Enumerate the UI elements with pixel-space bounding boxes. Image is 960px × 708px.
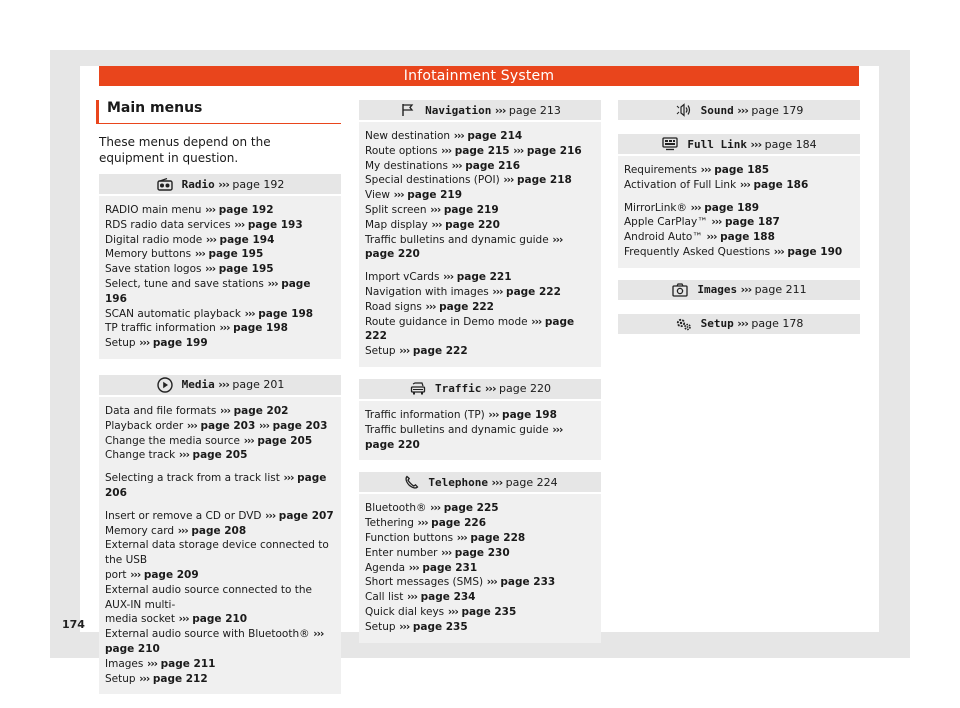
page-link[interactable]: ››› page 196 — [105, 277, 311, 305]
menu-item: View ››› page 219 — [365, 189, 463, 202]
page-reference[interactable]: ››› page 201 — [218, 378, 285, 392]
menu-item: Insert or remove a CD or DVD ››› page 207 — [105, 509, 334, 522]
menu-item: Map display ››› page 220 — [365, 218, 500, 231]
menu-item: Frequently Asked Questions ››› page 190 — [624, 245, 843, 258]
page-link[interactable]: ››› page 233 — [486, 576, 556, 589]
menu-item-list — [99, 196, 341, 359]
page-link[interactable]: ››› page 220 — [365, 423, 563, 451]
page-link[interactable]: ››› page 212 — [139, 672, 208, 685]
page-link[interactable]: ››› page 219 — [393, 189, 463, 202]
menu-item: SCAN automatic playback ››› page 198 — [105, 307, 314, 320]
menu-item-list — [99, 397, 341, 694]
menu-name: Traffic ››› page 220 — [435, 382, 551, 396]
page-reference[interactable]: ››› page 211 — [740, 283, 807, 297]
menu-item: RDS radio data services ››› page 193 — [105, 218, 303, 231]
page-link[interactable]: ››› page 235 — [447, 605, 517, 618]
page-link[interactable]: ››› page 211 — [147, 657, 216, 670]
menu-item: Road signs ››› page 222 — [365, 300, 494, 313]
menu-item: Apple CarPlay™ ››› page 187 — [624, 216, 780, 229]
page-link[interactable]: ››› page 215 — [441, 144, 510, 157]
menu-item: Call list ››› page 234 — [365, 591, 476, 604]
page-link[interactable]: ››› page 192 — [205, 204, 274, 216]
page-link[interactable]: ››› page 189 — [690, 201, 760, 214]
menu-item: Memory card ››› page 208 — [105, 524, 247, 537]
menu-item: My destinations ››› page 216 — [365, 159, 521, 172]
page-link[interactable]: ››› page 193 — [234, 218, 303, 231]
page-link[interactable]: ››› page 220 — [365, 233, 563, 261]
menu-item: port ››› page 209 — [105, 568, 199, 581]
menu-item: Requirements ››› page 185 — [624, 164, 770, 176]
page-link[interactable]: ››› page 230 — [441, 546, 510, 559]
menu-item: Navigation with images ››› page 222 — [365, 285, 561, 298]
menu-item: Bluetooth® ››› page 225 — [365, 502, 499, 515]
page-link[interactable]: ››› page 190 — [773, 245, 843, 258]
page-reference[interactable]: ››› page 213 — [494, 103, 561, 117]
menu-name: Telephone ››› page 224 — [428, 475, 558, 489]
page-link[interactable]: ››› page 216 — [513, 144, 582, 157]
page-reference[interactable]: ››› page 179 — [737, 103, 804, 117]
menu-item-list — [618, 156, 860, 268]
menu-item: Quick dial keys ››› page 235 — [365, 605, 517, 618]
page-link[interactable]: ››› page 187 — [711, 216, 780, 229]
column-3-boxes — [618, 100, 860, 336]
sound-icon — [675, 103, 693, 117]
gears-icon — [675, 317, 693, 331]
page-link[interactable]: ››› page 231 — [408, 561, 478, 574]
menu-item: External audio source connected to the AUX-IN multi- — [105, 583, 312, 611]
menu-item: Function buttons ››› page 228 — [365, 531, 526, 544]
menu-item: Images ››› page 211 — [105, 657, 216, 670]
menu-item: Route options ››› page 215 ››› page 216 — [365, 144, 582, 157]
page-link[interactable]: ››› page 207 — [265, 509, 334, 522]
menu-item: Android Auto™ ››› page 188 — [624, 231, 775, 244]
menu-name: Radio ››› page 192 — [181, 177, 285, 191]
menu-item: Import vCards ››› page 221 — [365, 271, 512, 284]
column-1-boxes — [99, 174, 341, 694]
menu-box-header — [618, 100, 860, 122]
page-link[interactable]: ››› page 208 — [177, 524, 247, 537]
page-link[interactable]: ››› page 222 — [425, 300, 494, 313]
menu-item: Enter number ››› page 230 — [365, 546, 510, 559]
spacer — [365, 262, 595, 270]
page-link[interactable]: ››› page 220 — [431, 218, 500, 231]
column-1 — [99, 100, 341, 694]
menu-name: Full Link ››› page 184 — [687, 137, 817, 151]
page-link[interactable]: ››› page 185 — [700, 164, 770, 176]
menu-name: Images ››› page 211 — [697, 283, 807, 297]
full-link-icon — [661, 137, 679, 151]
intro-text: These menus depend on the equipment in question. — [99, 135, 271, 165]
page-link[interactable]: ››› page 195 — [205, 263, 274, 276]
page-link[interactable]: ››› page 186 — [739, 178, 809, 191]
column-2 — [359, 100, 601, 643]
menu-item: Digital radio mode ››› page 194 — [105, 233, 275, 246]
camera-icon — [671, 283, 689, 297]
menu-box-traffic — [359, 379, 601, 460]
page-link[interactable]: ››› page 222 — [492, 285, 561, 298]
page-link[interactable]: ››› page 222 — [365, 315, 575, 343]
menu-item-list — [359, 494, 601, 642]
menu-item: External data storage device connected to the USB — [105, 539, 329, 567]
page-link[interactable]: ››› page 202 — [220, 404, 289, 417]
page-link[interactable]: ››› page 235 — [399, 620, 468, 633]
page-link[interactable]: ››› page 210 — [178, 613, 248, 626]
page-link[interactable]: ››› page 203 — [186, 419, 256, 432]
menu-box-setup — [618, 314, 860, 336]
menu-item-list — [359, 122, 601, 367]
menu-item: Data and file formats ››› page 202 — [105, 404, 289, 417]
menu-box-images — [618, 280, 860, 302]
menu-item: Selecting a track from a track list ››› page 206 — [105, 472, 327, 499]
page-link[interactable]: ››› page 225 — [430, 502, 499, 515]
page-link[interactable]: ››› page 206 — [105, 472, 327, 499]
menu-box-header — [618, 280, 860, 302]
menu-item: Route guidance in Demo mode ››› page 222 — [365, 315, 575, 343]
menu-box-telephone — [359, 472, 601, 642]
menu-item: Select, tune and save stations ››› page 196 — [105, 277, 311, 305]
menu-item-list — [359, 401, 601, 460]
menu-name: Media ››› page 201 — [181, 378, 285, 392]
menu-name: Navigation ››› page 213 — [425, 103, 561, 117]
page-link[interactable]: ››› page 218 — [503, 174, 572, 187]
page-reference[interactable]: ››› page 224 — [491, 475, 558, 489]
phone-icon — [402, 475, 420, 489]
menu-item: Change track ››› page 205 — [105, 449, 248, 462]
menu-item: Setup ››› page 222 — [365, 345, 468, 358]
page-link[interactable]: ››› page 222 — [399, 345, 468, 358]
page-reference[interactable]: ››› page 184 — [750, 137, 817, 151]
menu-box-media — [99, 375, 341, 694]
menu-item: Change the media source ››› page 205 — [105, 434, 313, 447]
chapter-banner: Infotainment System — [99, 66, 859, 86]
page-link[interactable]: ››› page 205 — [178, 449, 248, 462]
menu-name: Setup ››› page 178 — [700, 317, 804, 331]
page-link[interactable]: ››› page 234 — [407, 591, 476, 604]
menu-item: Traffic bulletins and dynamic guide ››› page 220 — [365, 233, 563, 261]
page-link[interactable]: ››› page 199 — [139, 337, 208, 350]
page-reference[interactable]: ››› page 192 — [218, 177, 285, 191]
menu-box-header — [618, 314, 860, 336]
column-2-boxes — [359, 100, 601, 643]
menu-item: Split screen ››› page 219 — [365, 203, 499, 216]
menu-item: Playback order ››› page 203 ››› page 203 — [105, 419, 328, 432]
menu-item: Special destinations (POI) ››› page 218 — [365, 174, 572, 187]
page-reference[interactable]: ››› page 178 — [737, 317, 804, 331]
menu-item: MirrorLink® ››› page 189 — [624, 201, 760, 214]
page-link[interactable]: ››› page 210 — [105, 628, 324, 655]
menu-item: Traffic bulletins and dynamic guide ››› page 220 — [365, 423, 563, 451]
page-link[interactable]: ››› page 203 — [258, 419, 328, 432]
spacer — [105, 463, 335, 471]
menu-box-header — [99, 174, 341, 196]
page-link[interactable]: ››› page 228 — [456, 531, 526, 544]
menu-item: RADIO main menu ››› page 192 — [105, 204, 274, 216]
traffic-icon — [409, 382, 427, 396]
menu-item: TP traffic information ››› page 198 — [105, 322, 288, 335]
page-link[interactable]: ››› page 198 — [488, 408, 557, 421]
menu-box-navigation — [359, 100, 601, 367]
menu-item: Short messages (SMS) ››› page 233 — [365, 576, 556, 589]
page-link[interactable]: ››› page 214 — [453, 130, 523, 142]
flag-icon — [399, 103, 417, 117]
page-link[interactable]: ››› page 198 — [219, 322, 288, 335]
page-reference[interactable]: ››› page 220 — [484, 382, 551, 396]
menu-item: Save station logos ››› page 195 — [105, 263, 274, 276]
menu-item: Agenda ››› page 231 — [365, 561, 478, 574]
page-link[interactable]: ››› page 209 — [130, 568, 199, 581]
menu-item: Activation of Full Link ››› page 186 — [624, 178, 809, 191]
menu-item: External audio source with Bluetooth® ››› page 210 — [105, 628, 324, 655]
menu-name: Sound ››› page 179 — [700, 103, 804, 117]
play-icon — [156, 378, 174, 392]
menu-box-header — [359, 472, 601, 494]
page-link[interactable]: ››› page 221 — [443, 271, 512, 284]
menu-box-header — [359, 379, 601, 401]
spacer — [624, 193, 854, 201]
page-link[interactable]: ››› page 205 — [243, 434, 313, 447]
menu-item: Traffic information (TP) ››› page 198 — [365, 408, 557, 421]
radio-icon — [156, 177, 174, 191]
menu-box-full-link — [618, 134, 860, 268]
menu-item: Memory buttons ››› page 195 — [105, 248, 264, 261]
page-link[interactable]: ››› page 219 — [430, 203, 499, 216]
page-link[interactable]: ››› page 194 — [205, 233, 275, 246]
menu-box-radio — [99, 174, 341, 359]
menu-item: Setup ››› page 199 — [105, 337, 208, 350]
page-link[interactable]: ››› page 198 — [244, 307, 314, 320]
menu-item: Setup ››› page 235 — [365, 620, 468, 633]
menu-item: media socket ››› page 210 — [105, 613, 248, 626]
menu-box-header — [359, 100, 601, 122]
section-title: Main menus — [96, 100, 341, 124]
page-number: 174 — [62, 618, 85, 631]
page-link[interactable]: ››› page 195 — [194, 248, 264, 261]
menu-item: Tethering ››› page 226 — [365, 517, 486, 530]
spacer — [105, 501, 335, 509]
menu-box-sound — [618, 100, 860, 122]
menu-box-header — [618, 134, 860, 156]
page-link[interactable]: ››› page 216 — [451, 159, 521, 172]
menu-item: Setup ››› page 212 — [105, 672, 208, 685]
menu-item: New destination ››› page 214 — [365, 130, 523, 142]
page-link[interactable]: ››› page 226 — [417, 517, 486, 530]
page-link[interactable]: ››› page 188 — [706, 231, 775, 244]
column-3 — [618, 100, 860, 336]
menu-box-header — [99, 375, 341, 397]
